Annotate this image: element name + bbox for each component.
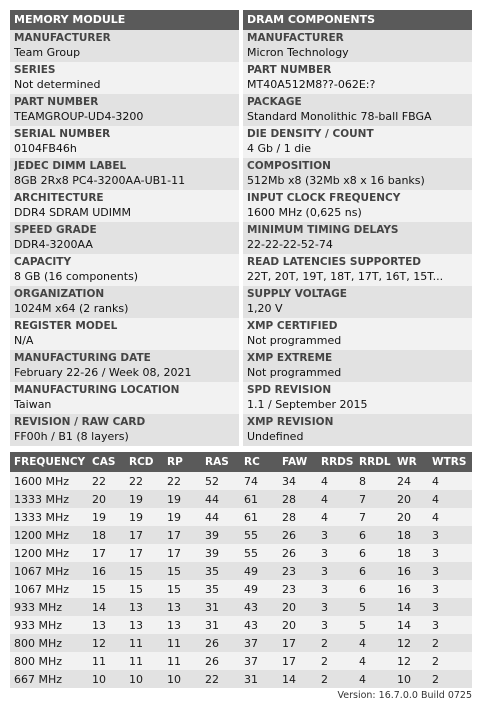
field-value: TEAMGROUP-UD4-3200 [14, 110, 144, 123]
timing-cell-rcd: 11 [125, 652, 163, 670]
field-label: SUPPLY VOLTAGE [247, 288, 347, 300]
timing-cell-cas: 15 [88, 580, 125, 598]
dram-components-fields [243, 30, 472, 446]
column-header-rrds: RRDS [317, 452, 355, 472]
timing-cell-rrds: 3 [317, 616, 355, 634]
field-label: SERIES [14, 64, 56, 76]
field-label: ORGANIZATION [14, 288, 105, 300]
timing-cell-rrdl: 4 [355, 670, 393, 688]
timing-cell-rcd: 22 [125, 472, 163, 490]
dram-components-panel [243, 10, 472, 446]
module-field-manufacturing-date [10, 350, 239, 382]
timing-cell-rc: 37 [240, 652, 278, 670]
timing-cell-rrdl: 7 [355, 490, 393, 508]
timing-cell-rcd: 19 [125, 508, 163, 526]
field-label: PACKAGE [247, 96, 302, 108]
field-label: PART NUMBER [14, 96, 99, 108]
column-header-faw: FAW [278, 452, 317, 472]
timing-cell-wtrs: 3 [428, 580, 472, 598]
spd-report [10, 10, 472, 688]
timing-cell-wr: 24 [393, 472, 428, 490]
timing-row [10, 472, 472, 490]
timing-cell-rp: 15 [163, 580, 201, 598]
timing-cell-rcd: 15 [125, 580, 163, 598]
field-label: MANUFACTURER [247, 32, 344, 44]
timing-cell-ras: 52 [201, 472, 240, 490]
module-field-jedec-dimm-label [10, 158, 239, 190]
field-value: 512Mb x8 (32Mb x8 x 16 banks) [247, 174, 425, 187]
timing-row [10, 526, 472, 544]
module-field-serial-number [10, 126, 239, 158]
field-label: REVISION / RAW CARD [14, 416, 146, 428]
timing-cell-frequency: 1067 MHz [10, 580, 88, 598]
field-value: Standard Monolithic 78-ball FBGA [247, 110, 432, 123]
timing-cell-ras: 26 [201, 634, 240, 652]
field-value: 0104FB46h [14, 142, 77, 155]
timing-body [10, 472, 472, 688]
timing-cell-rp: 13 [163, 616, 201, 634]
timing-row [10, 670, 472, 688]
timing-cell-cas: 14 [88, 598, 125, 616]
timing-cell-rp: 13 [163, 598, 201, 616]
timing-row [10, 562, 472, 580]
field-value: 22T, 20T, 19T, 18T, 17T, 16T, 15T... [247, 270, 444, 283]
module-field-speed-grade [10, 222, 239, 254]
timing-cell-ras: 26 [201, 652, 240, 670]
field-label: READ LATENCIES SUPPORTED [247, 256, 421, 268]
version-label: Version: 16.7.0.0 Build 0725 [337, 690, 472, 701]
timing-cell-frequency: 1200 MHz [10, 526, 88, 544]
dram-field-package [243, 94, 472, 126]
timing-cell-rc: 43 [240, 598, 278, 616]
field-value: Micron Technology [247, 46, 349, 59]
timing-cell-wr: 14 [393, 598, 428, 616]
timing-cell-rrds: 4 [317, 490, 355, 508]
timing-cell-rrds: 3 [317, 562, 355, 580]
column-header-cas: CAS [88, 452, 125, 472]
timing-cell-cas: 22 [88, 472, 125, 490]
timing-cell-wr: 18 [393, 526, 428, 544]
field-value: 1,20 V [247, 302, 283, 315]
timing-cell-rrds: 4 [317, 472, 355, 490]
timing-cell-cas: 10 [88, 670, 125, 688]
timing-cell-rrds: 3 [317, 598, 355, 616]
field-label: XMP EXTREME [247, 352, 333, 364]
timing-cell-rp: 17 [163, 526, 201, 544]
dram-field-manufacturer [243, 30, 472, 62]
dram-field-xmp-certified [243, 318, 472, 350]
dram-field-part-number [243, 62, 472, 94]
field-value: DDR4-3200AA [14, 238, 93, 251]
timing-cell-rcd: 13 [125, 616, 163, 634]
timing-cell-rp: 11 [163, 652, 201, 670]
field-label: XMP REVISION [247, 416, 334, 428]
dram-field-read-latencies-supported [243, 254, 472, 286]
timing-cell-wr: 16 [393, 580, 428, 598]
timing-cell-rc: 55 [240, 544, 278, 562]
timing-cell-wtrs: 2 [428, 670, 472, 688]
module-field-manufacturer [10, 30, 239, 62]
timing-cell-ras: 39 [201, 526, 240, 544]
field-value: 8 GB (16 components) [14, 270, 139, 283]
field-label: MANUFACTURER [14, 32, 111, 44]
timing-cell-wr: 18 [393, 544, 428, 562]
timing-cell-rc: 74 [240, 472, 278, 490]
timing-cell-wtrs: 4 [428, 490, 472, 508]
module-field-organization [10, 286, 239, 318]
timing-cell-frequency: 800 MHz [10, 634, 88, 652]
dram-field-composition [243, 158, 472, 190]
field-label: MANUFACTURING DATE [14, 352, 151, 364]
field-label: SPD REVISION [247, 384, 332, 396]
timing-cell-wr: 14 [393, 616, 428, 634]
memory-module-fields [10, 30, 239, 446]
column-header-rp: RP [163, 452, 201, 472]
field-label: INPUT CLOCK FREQUENCY [247, 192, 401, 204]
timing-cell-rcd: 17 [125, 544, 163, 562]
column-header-wtrs: WTRS [428, 452, 472, 472]
timing-cell-faw: 17 [278, 634, 317, 652]
module-field-architecture [10, 190, 239, 222]
timing-cell-cas: 12 [88, 634, 125, 652]
timing-cell-faw: 17 [278, 652, 317, 670]
timing-cell-ras: 44 [201, 490, 240, 508]
timing-cell-faw: 23 [278, 562, 317, 580]
timing-cell-faw: 26 [278, 544, 317, 562]
timing-cell-ras: 31 [201, 598, 240, 616]
field-label: CAPACITY [14, 256, 72, 268]
field-value: DDR4 SDRAM UDIMM [14, 206, 131, 219]
field-value: Undefined [247, 430, 304, 443]
timing-cell-faw: 34 [278, 472, 317, 490]
column-header-wr: WR [393, 452, 428, 472]
memory-module-panel [10, 10, 239, 446]
timing-cell-rrds: 2 [317, 634, 355, 652]
dram-field-input-clock-frequency [243, 190, 472, 222]
timing-cell-cas: 20 [88, 490, 125, 508]
column-header-frequency: FREQUENCY [10, 452, 88, 472]
timing-row [10, 490, 472, 508]
timing-cell-rrds: 3 [317, 526, 355, 544]
dram-field-die-density-count [243, 126, 472, 158]
timing-cell-frequency: 667 MHz [10, 670, 88, 688]
timing-cell-rc: 49 [240, 580, 278, 598]
field-value: Not determined [14, 78, 101, 91]
timing-table [10, 452, 472, 688]
timing-cell-cas: 16 [88, 562, 125, 580]
field-value: February 22-26 / Week 08, 2021 [14, 366, 192, 379]
timing-cell-ras: 39 [201, 544, 240, 562]
timing-cell-rrdl: 6 [355, 580, 393, 598]
timing-cell-frequency: 933 MHz [10, 598, 88, 616]
timing-cell-rcd: 15 [125, 562, 163, 580]
timing-cell-faw: 14 [278, 670, 317, 688]
field-value: Not programmed [247, 366, 342, 379]
field-label: DIE DENSITY / COUNT [247, 128, 374, 140]
timing-cell-ras: 35 [201, 562, 240, 580]
module-field-register-model [10, 318, 239, 350]
timing-cell-rcd: 13 [125, 598, 163, 616]
module-field-part-number [10, 94, 239, 126]
timing-cell-wtrs: 3 [428, 562, 472, 580]
timing-cell-wtrs: 3 [428, 526, 472, 544]
field-label: REGISTER MODEL [14, 320, 118, 332]
module-field-revision-raw-card [10, 414, 239, 446]
timing-cell-rp: 10 [163, 670, 201, 688]
timing-row [10, 598, 472, 616]
timing-cell-wtrs: 3 [428, 616, 472, 634]
timing-cell-rp: 15 [163, 562, 201, 580]
timing-cell-rrdl: 8 [355, 472, 393, 490]
field-value: 1024M x64 (2 ranks) [14, 302, 129, 315]
timing-cell-rc: 55 [240, 526, 278, 544]
timing-cell-wr: 12 [393, 652, 428, 670]
timing-cell-rrdl: 4 [355, 652, 393, 670]
timing-cell-wtrs: 2 [428, 652, 472, 670]
timing-cell-rp: 17 [163, 544, 201, 562]
timing-cell-frequency: 800 MHz [10, 652, 88, 670]
timing-cell-faw: 20 [278, 616, 317, 634]
timing-cell-cas: 13 [88, 616, 125, 634]
field-value: 4 Gb / 1 die [247, 142, 312, 155]
dram-field-minimum-timing-delays [243, 222, 472, 254]
field-value: 1.1 / September 2015 [247, 398, 368, 411]
timing-cell-rc: 49 [240, 562, 278, 580]
timing-cell-wtrs: 4 [428, 472, 472, 490]
timing-row [10, 508, 472, 526]
field-value: 1600 MHz (0,625 ns) [247, 206, 362, 219]
timing-row [10, 616, 472, 634]
timing-cell-rcd: 17 [125, 526, 163, 544]
field-value: Not programmed [247, 334, 342, 347]
timing-cell-wr: 16 [393, 562, 428, 580]
timing-cell-wr: 20 [393, 508, 428, 526]
timing-cell-faw: 26 [278, 526, 317, 544]
field-label: ARCHITECTURE [14, 192, 104, 204]
timing-cell-rrdl: 6 [355, 562, 393, 580]
field-value: Team Group [14, 46, 81, 59]
timing-cell-rrdl: 6 [355, 544, 393, 562]
timing-cell-frequency: 1333 MHz [10, 508, 88, 526]
timing-cell-cas: 11 [88, 652, 125, 670]
timing-cell-rp: 11 [163, 634, 201, 652]
timing-cell-wtrs: 2 [428, 634, 472, 652]
field-value: MT40A512M8??-062E:? [247, 78, 376, 91]
field-label: MANUFACTURING LOCATION [14, 384, 180, 396]
dram-field-supply-voltage [243, 286, 472, 318]
timing-cell-wr: 12 [393, 634, 428, 652]
column-header-rc: RC [240, 452, 278, 472]
timing-cell-rrds: 4 [317, 508, 355, 526]
timing-row [10, 544, 472, 562]
field-value: N/A [14, 334, 34, 347]
timing-cell-faw: 28 [278, 508, 317, 526]
timing-cell-rrds: 3 [317, 580, 355, 598]
timing-row [10, 580, 472, 598]
timing-cell-rrds: 2 [317, 670, 355, 688]
timing-cell-rc: 43 [240, 616, 278, 634]
info-grid [10, 10, 472, 446]
timing-cell-rp: 22 [163, 472, 201, 490]
field-label: XMP CERTIFIED [247, 320, 338, 332]
timing-cell-rrdl: 5 [355, 616, 393, 634]
field-value: 8GB 2Rx8 PC4-3200AA-UB1-11 [14, 174, 186, 187]
timing-cell-frequency: 1067 MHz [10, 562, 88, 580]
timing-cell-wr: 20 [393, 490, 428, 508]
timing-cell-rc: 31 [240, 670, 278, 688]
module-field-series [10, 62, 239, 94]
timing-cell-faw: 23 [278, 580, 317, 598]
field-label: COMPOSITION [247, 160, 331, 172]
timing-cell-wr: 10 [393, 670, 428, 688]
timing-cell-ras: 31 [201, 616, 240, 634]
timing-cell-faw: 20 [278, 598, 317, 616]
timing-cell-rrds: 3 [317, 544, 355, 562]
dram-components-header: DRAM COMPONENTS [243, 10, 472, 30]
timing-cell-rp: 19 [163, 490, 201, 508]
timing-cell-wtrs: 3 [428, 544, 472, 562]
dram-field-xmp-extreme [243, 350, 472, 382]
timing-row [10, 634, 472, 652]
timing-cell-ras: 44 [201, 508, 240, 526]
timing-cell-rc: 37 [240, 634, 278, 652]
dram-field-spd-revision [243, 382, 472, 414]
timing-row [10, 652, 472, 670]
column-header-rcd: RCD [125, 452, 163, 472]
timing-cell-cas: 17 [88, 544, 125, 562]
timing-cell-rcd: 11 [125, 634, 163, 652]
field-label: SPEED GRADE [14, 224, 97, 236]
timing-cell-frequency: 1600 MHz [10, 472, 88, 490]
dram-field-xmp-revision [243, 414, 472, 446]
timing-cell-rc: 61 [240, 508, 278, 526]
column-header-rrdl: RRDL [355, 452, 393, 472]
module-field-capacity [10, 254, 239, 286]
timing-header-row [10, 452, 472, 472]
field-value: Taiwan [14, 398, 52, 411]
field-label: SERIAL NUMBER [14, 128, 111, 140]
timing-cell-frequency: 1200 MHz [10, 544, 88, 562]
timing-cell-wtrs: 4 [428, 508, 472, 526]
timing-cell-rc: 61 [240, 490, 278, 508]
field-value: FF00h / B1 (8 layers) [14, 430, 129, 443]
column-header-ras: RAS [201, 452, 240, 472]
timing-cell-rcd: 10 [125, 670, 163, 688]
field-label: JEDEC DIMM LABEL [14, 160, 127, 172]
field-label: PART NUMBER [247, 64, 332, 76]
timing-cell-rrdl: 5 [355, 598, 393, 616]
timing-cell-rrdl: 7 [355, 508, 393, 526]
timing-cell-rrdl: 4 [355, 634, 393, 652]
timing-cell-ras: 22 [201, 670, 240, 688]
timing-cell-faw: 28 [278, 490, 317, 508]
timing-cell-rcd: 19 [125, 490, 163, 508]
timing-cell-rrds: 2 [317, 652, 355, 670]
timing-cell-cas: 18 [88, 526, 125, 544]
module-field-manufacturing-location [10, 382, 239, 414]
timing-cell-frequency: 933 MHz [10, 616, 88, 634]
field-label: MINIMUM TIMING DELAYS [247, 224, 399, 236]
timing-cell-cas: 19 [88, 508, 125, 526]
timing-cell-rrdl: 6 [355, 526, 393, 544]
timing-cell-frequency: 1333 MHz [10, 490, 88, 508]
timing-cell-wtrs: 3 [428, 598, 472, 616]
memory-module-header: MEMORY MODULE [10, 10, 239, 30]
timing-cell-rp: 19 [163, 508, 201, 526]
field-value: 22-22-22-52-74 [247, 238, 333, 251]
timing-cell-ras: 35 [201, 580, 240, 598]
